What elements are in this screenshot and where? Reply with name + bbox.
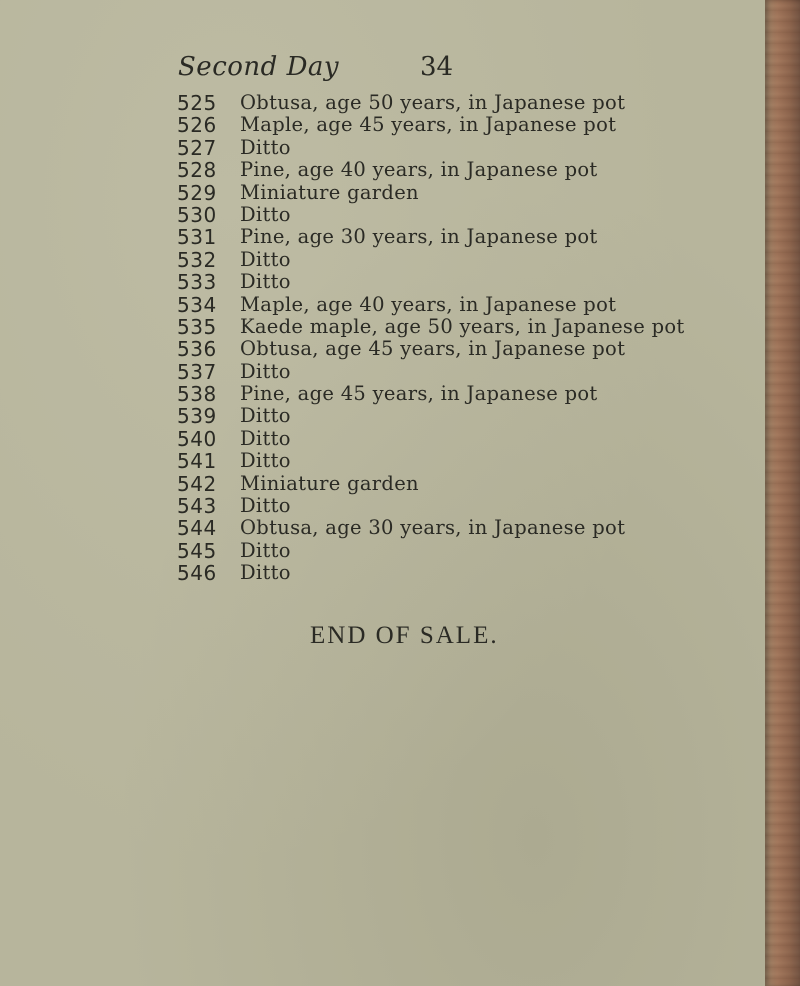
lot-description: Pine, age 30 years, in Japanese pot	[240, 225, 598, 249]
lot-description: Miniature garden	[240, 180, 419, 204]
lot-row	[177, 405, 737, 427]
lot-row	[177, 473, 737, 495]
page-number: 34	[420, 52, 454, 82]
lot-row	[177, 159, 737, 181]
lot-description: Ditto	[240, 404, 291, 428]
lot-description: Ditto	[240, 426, 291, 450]
lot-number: 543	[177, 494, 217, 519]
lot-row	[177, 316, 737, 338]
lot-description: Ditto	[240, 247, 291, 271]
lot-description: Obtusa, age 45 years, in Japanese pot	[240, 337, 626, 361]
lot-description: Pine, age 40 years, in Japanese pot	[240, 158, 598, 182]
page-edge-binding	[765, 0, 800, 986]
lot-row	[177, 562, 737, 584]
end-of-sale-notice: END OF SALE.	[310, 622, 499, 649]
lot-number: 534	[177, 292, 217, 317]
lot-row	[177, 271, 737, 293]
lot-number: 530	[177, 202, 217, 227]
lot-description: Ditto	[240, 538, 291, 562]
lot-number: 529	[177, 180, 217, 205]
page-header	[178, 52, 478, 92]
lot-number: 525	[177, 91, 217, 115]
lot-row	[177, 294, 737, 316]
lot-description: Obtusa, age 30 years, in Japanese pot	[240, 516, 626, 540]
lot-row	[177, 495, 737, 517]
lot-row	[177, 249, 737, 271]
lot-row	[177, 450, 737, 472]
lot-description: Ditto	[240, 270, 291, 294]
lot-number: 544	[177, 516, 217, 541]
lot-row	[177, 226, 737, 248]
lot-row	[177, 540, 737, 562]
lot-description: Maple, age 45 years, in Japanese pot	[240, 113, 617, 137]
lot-number: 546	[177, 561, 217, 586]
lot-number: 545	[177, 538, 217, 563]
lot-description: Obtusa, age 50 years, in Japanese pot	[240, 91, 626, 114]
lot-number: 536	[177, 337, 217, 362]
lot-row	[177, 338, 737, 360]
lot-description: Kaede maple, age 50 years, in Japanese pot	[240, 314, 685, 338]
lot-description: Ditto	[240, 135, 291, 159]
lot-number: 532	[177, 247, 217, 272]
lot-number: 531	[177, 225, 217, 250]
section-title: Second Day	[178, 52, 340, 82]
lot-number: 537	[177, 359, 217, 384]
lot-row	[177, 361, 737, 383]
lot-row	[177, 92, 737, 114]
lot-description: Ditto	[240, 561, 291, 585]
lot-number: 538	[177, 382, 217, 407]
lot-description: Ditto	[240, 494, 291, 518]
lot-row	[177, 137, 737, 159]
lot-description: Ditto	[240, 449, 291, 473]
lot-row	[177, 383, 737, 405]
lot-row	[177, 517, 737, 539]
lot-number: 540	[177, 426, 217, 451]
lot-row	[177, 182, 737, 204]
lot-number: 539	[177, 404, 217, 429]
lot-row	[177, 204, 737, 226]
lot-description: Pine, age 45 years, in Japanese pot	[240, 382, 598, 406]
lot-description: Ditto	[240, 202, 291, 226]
lot-number: 541	[177, 449, 217, 474]
lot-description: Ditto	[240, 359, 291, 383]
lot-description: Miniature garden	[240, 471, 419, 495]
lot-number: 528	[177, 158, 217, 183]
lot-number: 535	[177, 314, 217, 339]
lot-row	[177, 114, 737, 136]
lot-number: 526	[177, 113, 217, 138]
lot-number: 527	[177, 135, 217, 160]
lot-number: 533	[177, 270, 217, 295]
lot-number: 542	[177, 471, 217, 496]
lot-list	[177, 92, 737, 585]
lot-row	[177, 428, 737, 450]
lot-description: Maple, age 40 years, in Japanese pot	[240, 292, 617, 316]
